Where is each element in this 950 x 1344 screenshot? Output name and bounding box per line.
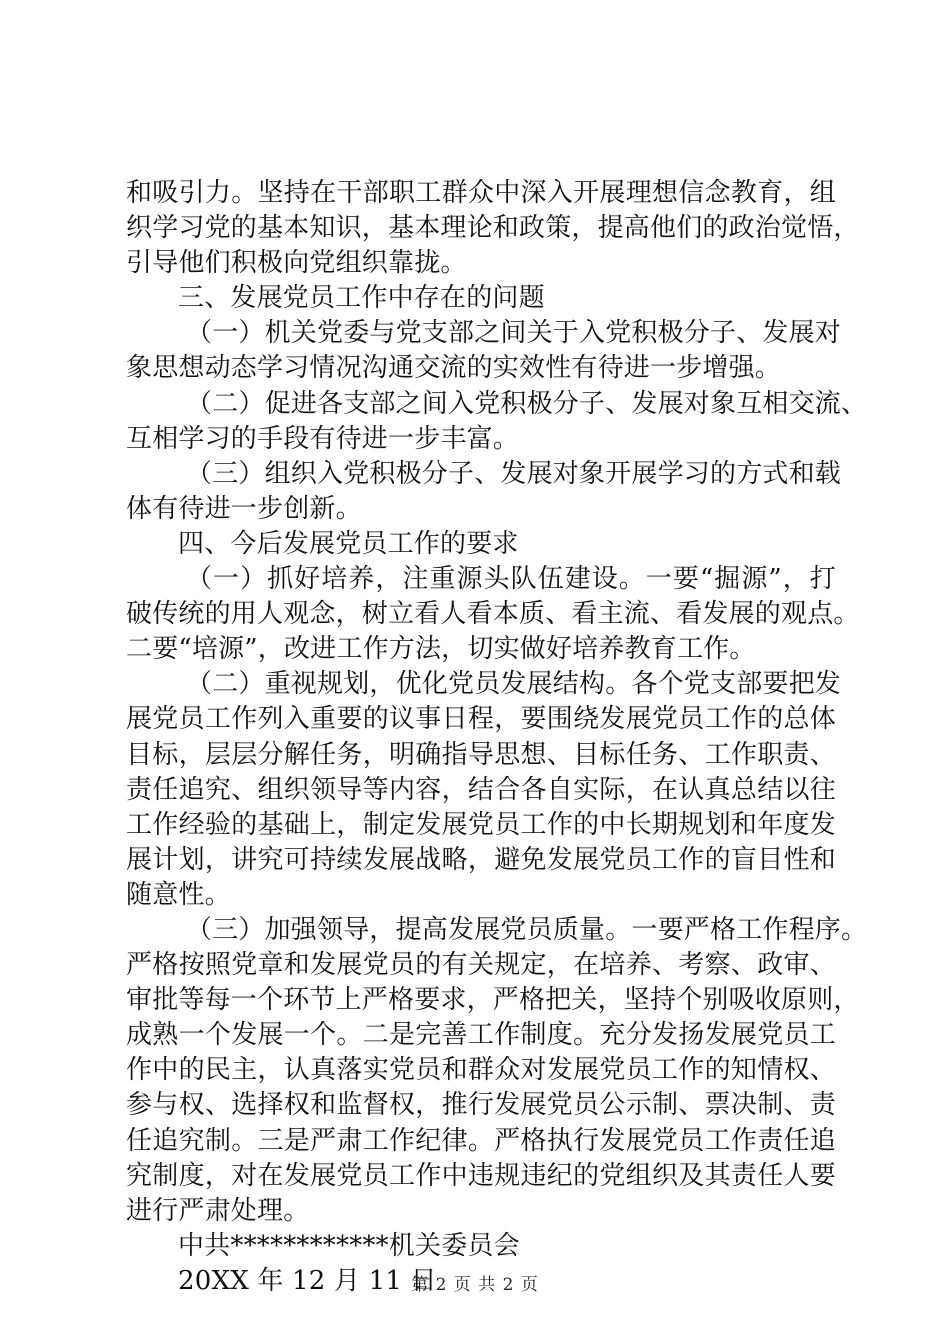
text-line: 体有待进一步创新。: [126, 493, 362, 524]
text-line: （三）组织入党积极分子、发展对象开展学习的方式和载: [186, 458, 842, 489]
text-line: 成熟一个发展一个。二是完善工作制度。充分发扬发展党员工: [126, 1020, 836, 1051]
section-heading: 三、发展党员工作中存在的问题: [178, 283, 545, 314]
text-line: （二）促进各支部之间入党积极分子、发展对象互相交流、: [186, 388, 868, 419]
section-heading: 四、今后发展党员工作的要求: [178, 528, 519, 559]
text-line: 责任追究、组织领导等内容，结合各自实际，在认真总结以往: [126, 774, 836, 805]
text-line: 引导他们积极向党组织靠拢。: [126, 248, 467, 279]
text-line: 织学习党的基本知识，基本理论和政策，提高他们的政治觉悟，: [126, 213, 860, 244]
text-line: （二）重视规划，优化党员发展结构。各个党支部要把发: [186, 669, 842, 700]
text-line: 工作经验的基础上，制定发展党员工作的中长期规划和年度发: [126, 809, 836, 840]
text-line: 破传统的用人观念，树立看人看本质、看主流、看发展的观点。: [126, 599, 860, 630]
text-line: 任追究制。三是严肃工作纪律。严格执行发展党员工作责任追: [126, 1125, 836, 1156]
signature-date: 20XX 年 12 月 11 日: [178, 1265, 437, 1296]
text-line: 进行严肃处理。: [126, 1195, 310, 1226]
text-line: 审批等每一个环节上严格要求，严格把关，坚持个别吸收原则，: [126, 985, 860, 1016]
text-line: 目标，层层分解任务，明确指导思想、目标任务、工作职责、: [126, 739, 836, 770]
text-line: 象思想动态学习情况沟通交流的实效性有待进一步增强。: [126, 353, 782, 384]
text-line: 随意性。: [126, 879, 231, 910]
text-line: 互相学习的手段有待进一步丰富。: [126, 423, 520, 454]
text-line: 参与权、选择权和监督权，推行发展党员公示制、票决制、责: [126, 1090, 836, 1121]
text-line: 展党员工作列入重要的议事日程，要围绕发展党员工作的总体: [126, 704, 836, 735]
document-body: [126, 176, 868, 1299]
text-line: （一）机关党委与党支部之间关于入党积极分子、发展对: [186, 318, 842, 349]
page-number-footer: 第 2 页 共 2 页: [411, 1275, 539, 1295]
text-line: 究制度，对在发展党员工作中违规违纪的党组织及其责任人要: [126, 1160, 836, 1191]
text-line: 二要“培源”，改进工作方法，切实做好培养教育工作。: [126, 634, 756, 665]
text-line: 作中的民主，认真落实党员和群众对发展党员工作的知情权、: [126, 1055, 836, 1086]
text-line: 严格按照党章和发展党员的有关规定，在培养、考察、政审、: [126, 950, 836, 981]
signature-organization: 中共************机关委员会: [178, 1230, 520, 1261]
text-line: （一）抓好培养，注重源头队伍建设。一要“掘源”，打: [186, 564, 836, 595]
text-line: （三）加强领导，提高发展党员质量。一要严格工作程序。: [186, 914, 868, 945]
text-line: 和吸引力。坚持在干部职工群众中深入开展理想信念教育，组: [126, 178, 836, 208]
text-line: 展计划，讲究可持续发展战略，避免发展党员工作的盲目性和: [126, 844, 836, 875]
